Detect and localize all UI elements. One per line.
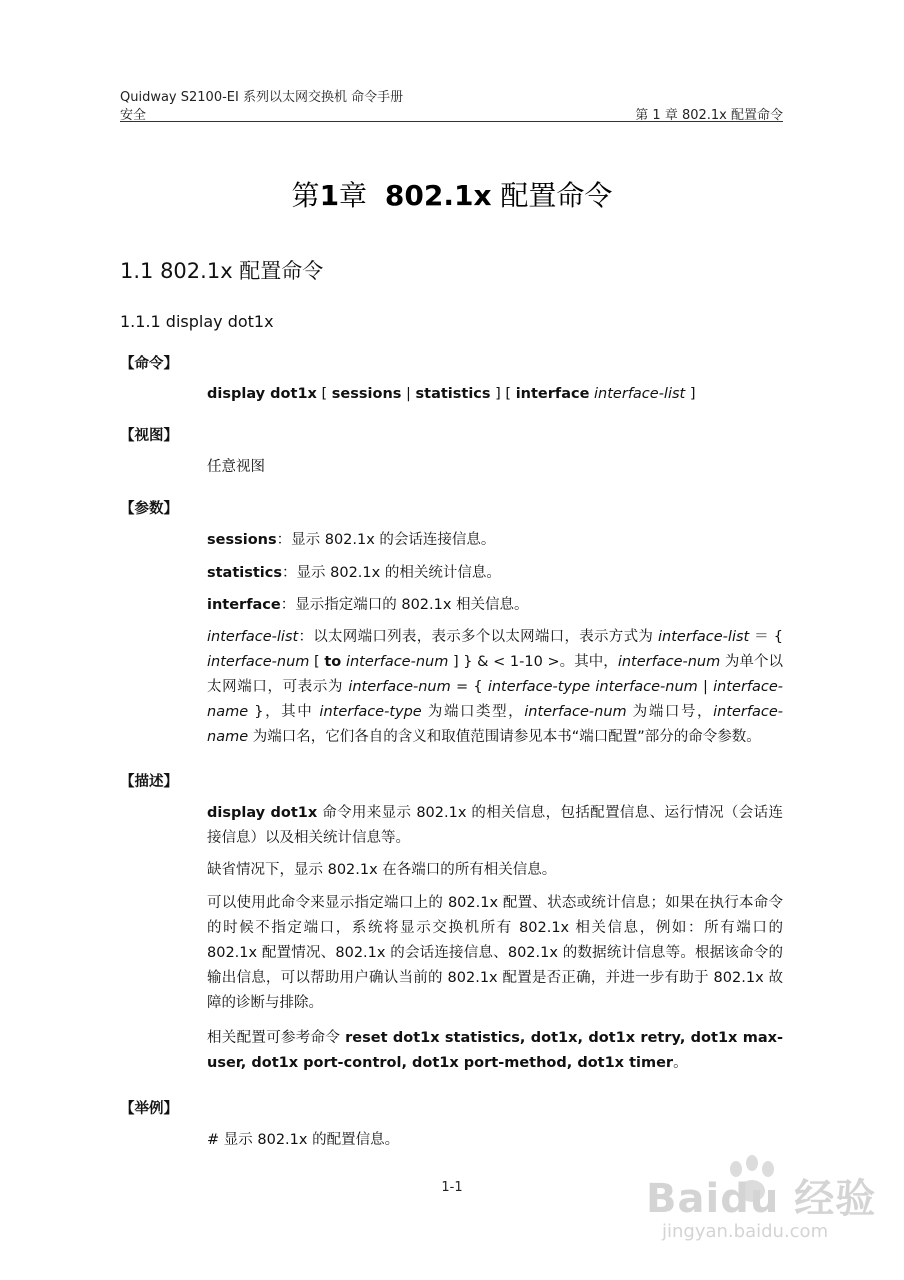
label-params: 【参数】 [120,501,178,517]
command-syntax: display dot1x [ sessions | statistics ] [ interface interface-list ] [207,386,696,402]
desc-para-1: display dot1x 命令用来显示 802.1x 的相关信息，包括配置信息、运行情况（会话连接信息）以及相关统计信息等。 [207,805,783,846]
section-name: 安全 [120,108,147,123]
header-rule [120,121,783,122]
desc-para-3: 可以使用此命令来显示指定端口上的 802.1x 配置、状态或统计信息；如果在执行本命令的时候不指定端口，系统将显示交换机所有 802.1x 相关信息，例如：所有端口的 802.1x 配置情况、802.1x 的会话连接信息、802.1x 的数据统计信息等。根据该命令的输出信息，可以帮助用户确认当前的 802.1x 配置是否正确，并进一步有助于 802.1x 故障的诊断与排除。 [207,895,783,1011]
label-view: 【视图】 [120,428,178,444]
watermark-brand: Baidu 经验 [646,1176,877,1222]
doc-title: Quidway S2100-EI 系列以太网交换机 命令手册 [120,90,404,105]
label-example: 【举例】 [120,1101,178,1117]
param-interface: interface：显示指定端口的 802.1x 相关信息。 [207,597,529,613]
chapter-ref: 第 1 章 802.1x 配置命令 [635,108,783,123]
watermark-url: jingyan.baidu.com [662,1221,829,1242]
subsection-heading: 1.1.1 display dot1x [120,312,274,331]
page-number: 1-1 [441,1180,463,1195]
example-text: # 显示 802.1x 的配置信息。 [207,1132,400,1148]
desc-para-2: 缺省情况下，显示 802.1x 在各端口的所有相关信息。 [207,862,557,878]
chapter-title: 第1章 802.1x 配置命令 [291,179,613,212]
param-statistics: statistics：显示 802.1x 的相关统计信息。 [207,565,501,581]
param-sessions: sessions：显示 802.1x 的会话连接信息。 [207,532,496,548]
section-heading: 1.1 802.1x 配置命令 [120,259,324,283]
baidu-watermark [640,1155,880,1265]
label-command: 【命令】 [120,356,178,372]
view-text: 任意视图 [207,459,265,475]
param-interface-list: interface-list：以太网端口列表，表示多个以太网端口，表示方式为 interface-list ＝ { interface-num [ to interface-num ] } & < 1-10 >。其中，interface-num 为单个以太网端口，可表示为 interface-num = { interface-type interface-num | interface-name }，其中 interface-type 为端口类型，interface-num 为端口号，interface-name 为端口名，它们各自的含义和取值范围请参见本书“端口配置”部分的命令参数。 [207,629,784,745]
desc-para-4: 相关配置可参考命令 reset dot1x statistics, dot1x, dot1x retry, dot1x max-user, dot1x port-control, dot1x port-method, dot1x timer。 [207,1030,783,1071]
label-desc: 【描述】 [120,774,178,790]
